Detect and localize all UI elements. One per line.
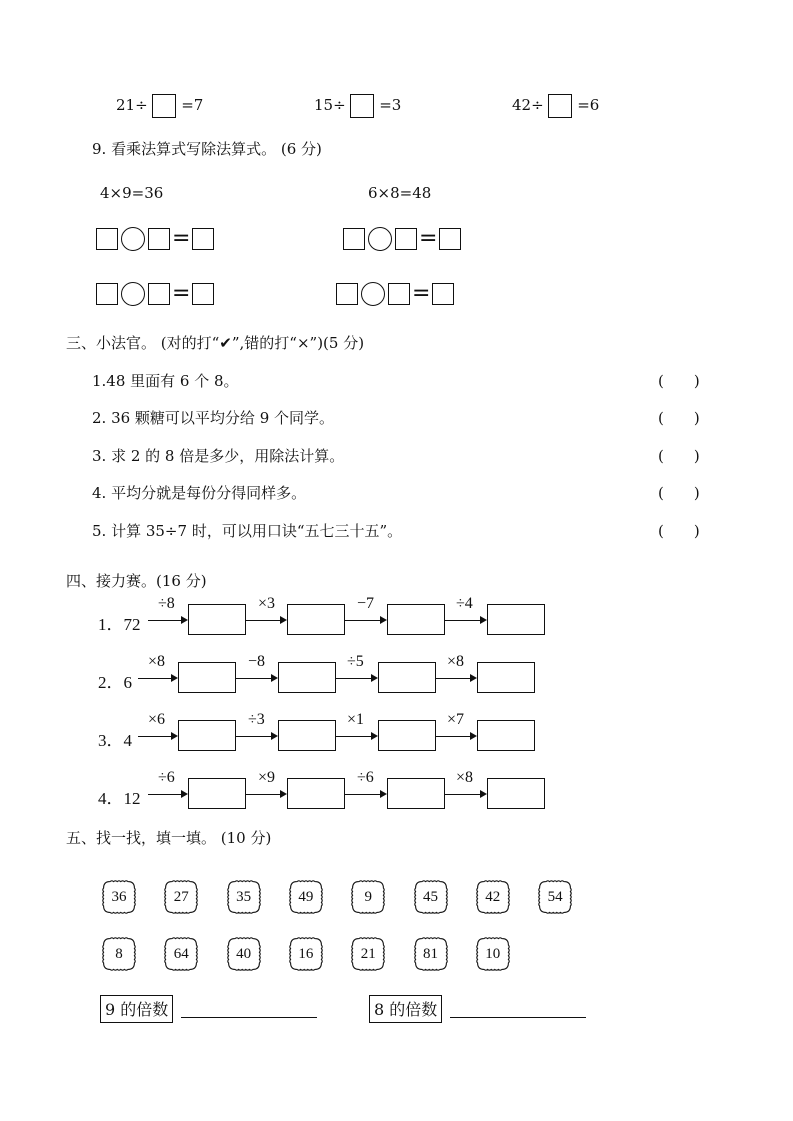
operator-circle[interactable] xyxy=(368,227,392,251)
answer-paren[interactable]: ( ) xyxy=(658,409,700,427)
answer-box[interactable] xyxy=(192,228,214,250)
relay-answer-box[interactable] xyxy=(378,662,436,693)
number-card xyxy=(227,880,261,914)
division-left: 21÷ xyxy=(116,96,148,114)
arrow-icon xyxy=(445,620,485,621)
relay-answer-box[interactable] xyxy=(378,720,436,751)
arrow-icon xyxy=(445,794,485,795)
number-card-value: 8 xyxy=(115,946,123,962)
judge-item-4: 4. 平均分就是每份分得同样多。 xyxy=(92,484,307,502)
relay-answer-box[interactable] xyxy=(188,604,246,635)
relay-operator: ×1 xyxy=(347,711,365,728)
number-card xyxy=(414,937,448,971)
relay-answer-box[interactable] xyxy=(387,778,445,809)
arrow-icon xyxy=(436,678,475,679)
arrow-icon xyxy=(246,794,285,795)
operator-circle[interactable] xyxy=(121,282,145,306)
division-blank-2 xyxy=(314,94,401,118)
arrow-icon xyxy=(148,620,186,621)
section5-title: 五、找一找，填一填。 (10 分) xyxy=(66,829,272,847)
answer-paren[interactable]: ( ) xyxy=(658,372,700,390)
arrow-icon xyxy=(345,794,385,795)
answer-box[interactable] xyxy=(395,228,417,250)
relay-answer-box[interactable] xyxy=(178,662,236,693)
answer-box[interactable] xyxy=(192,283,214,305)
answer-box[interactable] xyxy=(96,228,118,250)
relay-operator: ×3 xyxy=(258,595,276,612)
relay-operator: ×6 xyxy=(148,711,166,728)
answer-box[interactable] xyxy=(148,283,170,305)
section3-title: 三、小法官。 (对的打“✔”,错的打“×”)(5 分) xyxy=(66,334,365,352)
number-card xyxy=(102,880,136,914)
relay-answer-box[interactable] xyxy=(287,604,345,635)
arrow-icon xyxy=(336,736,376,737)
relay-operator: ×8 xyxy=(148,653,166,670)
division-right: =7 xyxy=(181,96,204,114)
arrow-icon xyxy=(148,794,186,795)
answer-box[interactable] xyxy=(152,94,176,118)
relay-answer-box[interactable] xyxy=(477,662,535,693)
number-card-value: 49 xyxy=(298,889,314,905)
division-right: =3 xyxy=(379,96,402,114)
relay-answer-box[interactable] xyxy=(387,604,445,635)
relay-answer-box[interactable] xyxy=(487,604,545,635)
arrow-icon xyxy=(138,678,176,679)
answer-paren[interactable]: ( ) xyxy=(658,484,700,502)
judge-item-2: 2. 36 颗糖可以平均分给 9 个同学。 xyxy=(92,409,335,427)
number-card xyxy=(351,937,385,971)
relay-answer-box[interactable] xyxy=(278,720,336,751)
division-blank-1 xyxy=(116,94,203,118)
relay-operator: ÷5 xyxy=(347,653,364,670)
number-card-value: 27 xyxy=(173,889,189,905)
answer-box[interactable] xyxy=(388,283,410,305)
number-card-value: 35 xyxy=(236,889,252,905)
relay-operator: ×8 xyxy=(447,653,465,670)
answer-line-8[interactable] xyxy=(450,1017,586,1018)
arrow-icon xyxy=(336,678,376,679)
relay-operator: ×7 xyxy=(447,711,465,728)
q9-title: 9. 看乘法算式写除法算式。 (6 分) xyxy=(92,140,322,158)
operator-circle[interactable] xyxy=(361,282,385,306)
answer-box[interactable] xyxy=(350,94,374,118)
division-right: =6 xyxy=(577,96,600,114)
relay-operator: ×9 xyxy=(258,769,276,786)
relay-operator: −7 xyxy=(357,595,375,612)
relay-operator: −8 xyxy=(248,653,266,670)
arrow-icon xyxy=(436,736,475,737)
judge-item-5: 5. 计算 35÷7 时，可以用口诀“五七三十五”。 xyxy=(92,522,403,540)
equals-sign: = xyxy=(172,281,191,306)
number-card-value: 16 xyxy=(298,946,314,962)
equals-sign: = xyxy=(419,226,438,251)
equals-sign: = xyxy=(172,226,191,251)
answer-line-9[interactable] xyxy=(181,1017,317,1018)
relay-start: 2．6 xyxy=(98,673,132,692)
answer-box[interactable] xyxy=(96,283,118,305)
number-card xyxy=(164,880,198,914)
relay-operator: ÷3 xyxy=(248,711,265,728)
number-card-value: 54 xyxy=(547,889,563,905)
section4-title: 四、接力赛。(16 分) xyxy=(66,572,207,590)
number-card-value: 42 xyxy=(485,889,501,905)
operator-circle[interactable] xyxy=(121,227,145,251)
judge-item-1: 1.48 里面有 6 个 8。 xyxy=(92,372,239,390)
relay-operator: ×8 xyxy=(456,769,474,786)
arrow-icon xyxy=(236,736,276,737)
relay-answer-box[interactable] xyxy=(477,720,535,751)
answer-paren[interactable]: ( ) xyxy=(658,447,700,465)
q9-template-3 xyxy=(96,282,214,306)
division-blank-3 xyxy=(512,94,599,118)
equals-sign: = xyxy=(412,281,431,306)
q9-template-4 xyxy=(336,282,454,306)
arrow-icon xyxy=(246,620,285,621)
answer-box[interactable] xyxy=(432,283,454,305)
arrow-icon xyxy=(236,678,276,679)
relay-operator: ÷8 xyxy=(158,595,175,612)
answer-paren[interactable]: ( ) xyxy=(658,522,700,540)
relay-start: 1．72 xyxy=(98,615,141,634)
answer-box[interactable] xyxy=(336,283,358,305)
number-card-value: 45 xyxy=(423,889,438,905)
answer-box[interactable] xyxy=(148,228,170,250)
number-card xyxy=(414,880,448,914)
relay-operator: ÷4 xyxy=(456,595,473,612)
number-card-value: 36 xyxy=(111,889,127,905)
number-card xyxy=(538,880,572,914)
relay-start: 3．4 xyxy=(98,731,132,750)
relay-start: 4．12 xyxy=(98,789,141,808)
arrow-icon xyxy=(345,620,385,621)
number-card-value: 64 xyxy=(173,946,189,962)
number-card xyxy=(164,937,198,971)
relay-answer-box[interactable] xyxy=(278,662,336,693)
number-card-value: 81 xyxy=(423,946,438,962)
answer-box[interactable] xyxy=(548,94,572,118)
number-card-value: 10 xyxy=(485,946,501,962)
multiples-of-8-label: 8 的倍数 xyxy=(369,995,442,1023)
relay-answer-box[interactable] xyxy=(178,720,236,751)
number-card xyxy=(476,880,510,914)
number-card xyxy=(289,937,323,971)
relay-operator: ÷6 xyxy=(158,769,175,786)
number-card xyxy=(289,880,323,914)
judge-item-3: 3. 求 2 的 8 倍是多少，用除法计算。 xyxy=(92,447,345,465)
q9-template-1 xyxy=(96,227,214,251)
q9-eq2: 6×8=48 xyxy=(368,184,432,202)
multiples-of-9-label: 9 的倍数 xyxy=(100,995,173,1023)
q9-eq1: 4×9=36 xyxy=(100,184,164,202)
number-card xyxy=(351,880,385,914)
relay-answer-box[interactable] xyxy=(487,778,545,809)
division-left: 15÷ xyxy=(314,96,346,114)
number-card xyxy=(227,937,261,971)
q9-template-2 xyxy=(343,227,461,251)
arrow-icon xyxy=(138,736,176,737)
number-card-value: 9 xyxy=(364,889,372,905)
number-card xyxy=(102,937,136,971)
number-card xyxy=(476,937,510,971)
division-left: 42÷ xyxy=(512,96,544,114)
relay-answer-box[interactable] xyxy=(188,778,246,809)
relay-operator: ÷6 xyxy=(357,769,374,786)
answer-box[interactable] xyxy=(439,228,461,250)
number-card-value: 40 xyxy=(236,946,252,962)
answer-box[interactable] xyxy=(343,228,365,250)
relay-answer-box[interactable] xyxy=(287,778,345,809)
number-card-value: 21 xyxy=(360,946,376,962)
